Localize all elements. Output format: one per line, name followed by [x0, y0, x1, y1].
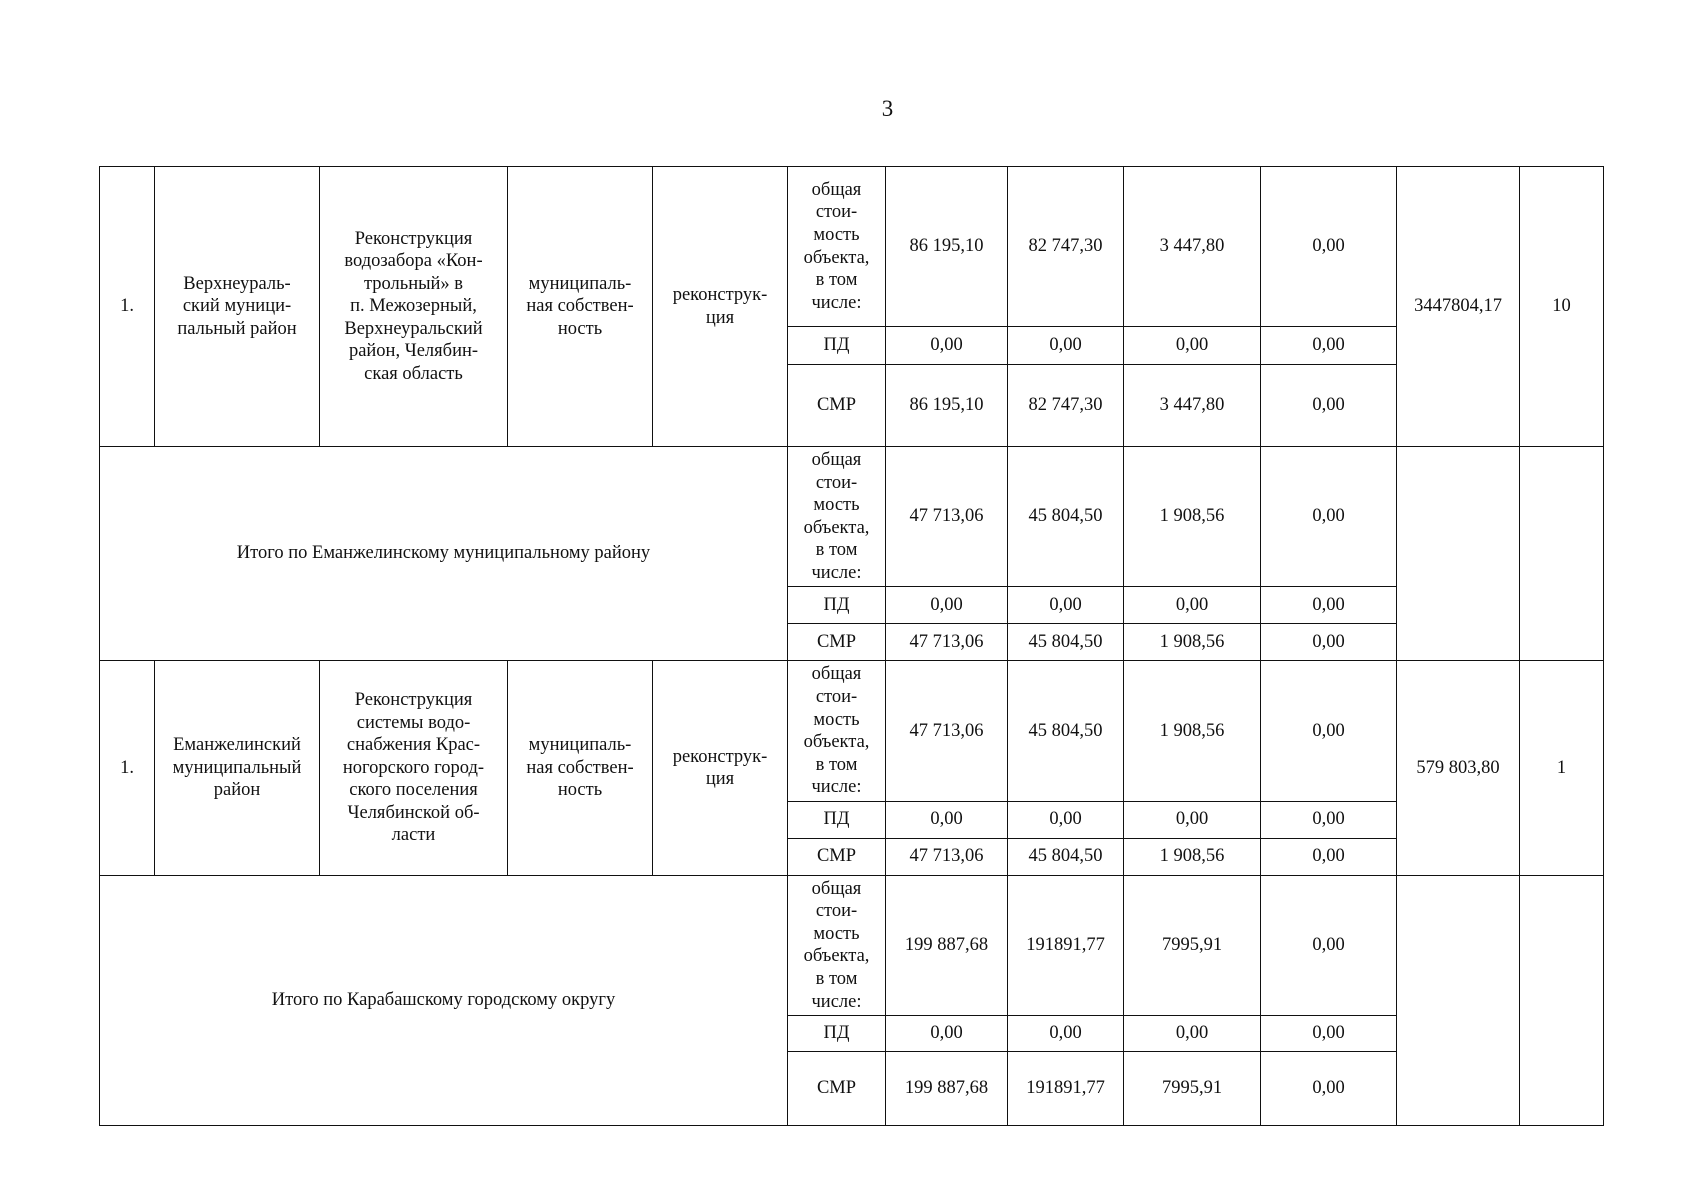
value-cell: 0,00 [1261, 1016, 1397, 1052]
value-cell: 0,00 [1008, 327, 1124, 365]
value-cell: 0,00 [1008, 587, 1124, 624]
work-type-cell: реконструк- ция [653, 167, 788, 447]
value-cell: 0,00 [1261, 447, 1397, 587]
value-cell: 0,00 [1261, 365, 1397, 447]
pd-label-cell: ПД [788, 587, 886, 624]
value-cell: 0,00 [1261, 327, 1397, 365]
ownership-cell: муниципаль- ная собствен- ность [508, 167, 653, 447]
value-cell: 82 747,30 [1008, 365, 1124, 447]
value-cell: 0,00 [1261, 167, 1397, 327]
value-cell: 7995,91 [1124, 875, 1261, 1015]
smr-label-cell: СМР [788, 1052, 886, 1126]
value-cell: 86 195,10 [886, 167, 1008, 327]
object-name-cell: Реконструкция системы водо- снабжения Крас- ногорского город- ского поселения Челябинской об- ласти [320, 661, 508, 875]
value-cell: 191891,77 [1008, 875, 1124, 1015]
value-cell: 47 713,06 [886, 661, 1008, 801]
value-cell: 0,00 [1008, 1016, 1124, 1052]
value-cell: 47 713,06 [886, 447, 1008, 587]
smr-label-cell: СМР [788, 365, 886, 447]
municipality-cell: Еманжелинский муниципальный район [155, 661, 320, 875]
value-cell: 1 908,56 [1124, 838, 1261, 875]
page-number: 3 [881, 96, 894, 121]
value-cell: 0,00 [1261, 838, 1397, 875]
value-cell: 0,00 [1124, 801, 1261, 838]
municipality-cell: Верхнеураль- ский муници- пальный район [155, 167, 320, 447]
value-cell: 47 713,06 [886, 838, 1008, 875]
pd-label-cell: ПД [788, 1016, 886, 1052]
extra-count-cell: 10 [1520, 167, 1604, 447]
cost-label-cell: общая стои- мость объекта, в том числе: [788, 167, 886, 327]
value-cell: 0,00 [1124, 327, 1261, 365]
value-cell: 0,00 [886, 587, 1008, 624]
ownership-cell: муниципаль- ная собствен- ность [508, 661, 653, 875]
value-cell: 45 804,50 [1008, 624, 1124, 661]
value-cell: 1 908,56 [1124, 624, 1261, 661]
extra-value-cell: 579 803,80 [1397, 661, 1520, 875]
smr-label-cell: СМР [788, 624, 886, 661]
empty-cell [1520, 447, 1604, 661]
empty-cell [1397, 875, 1520, 1125]
pd-label-cell: ПД [788, 327, 886, 365]
value-cell: 0,00 [1124, 587, 1261, 624]
empty-cell [1397, 447, 1520, 661]
object-name-cell: Реконструкция водозабора «Кон- трольный» в п. Межозерный, Верхнеуральский район, Челябин- ская область [320, 167, 508, 447]
value-cell: 82 747,30 [1008, 167, 1124, 327]
row-number: 1. [100, 167, 155, 447]
value-cell: 0,00 [1261, 801, 1397, 838]
value-cell: 0,00 [886, 1016, 1008, 1052]
value-cell: 199 887,68 [886, 875, 1008, 1015]
value-cell: 3 447,80 [1124, 365, 1261, 447]
value-cell: 191891,77 [1008, 1052, 1124, 1126]
value-cell: 0,00 [1008, 801, 1124, 838]
extra-count-cell: 1 [1520, 661, 1604, 875]
value-cell: 0,00 [1261, 661, 1397, 801]
financing-table [99, 166, 1604, 1126]
value-cell: 86 195,10 [886, 365, 1008, 447]
table-row [100, 447, 1604, 587]
value-cell: 0,00 [886, 801, 1008, 838]
cost-label-cell: общая стои- мость объекта, в том числе: [788, 447, 886, 587]
pd-label-cell: ПД [788, 801, 886, 838]
empty-cell [1520, 875, 1604, 1125]
value-cell: 0,00 [1261, 587, 1397, 624]
value-cell: 45 804,50 [1008, 447, 1124, 587]
table-row [100, 167, 1604, 327]
cost-label-cell: общая стои- мость объекта, в том числе: [788, 875, 886, 1015]
total-title-cell: Итого по Карабашскому городскому округу [100, 875, 788, 1125]
total-title-cell: Итого по Еманжелинскому муниципальному району [100, 447, 788, 661]
value-cell: 1 908,56 [1124, 661, 1261, 801]
row-number: 1. [100, 661, 155, 875]
value-cell: 0,00 [1124, 1016, 1261, 1052]
value-cell: 1 908,56 [1124, 447, 1261, 587]
value-cell: 3 447,80 [1124, 167, 1261, 327]
value-cell: 45 804,50 [1008, 838, 1124, 875]
value-cell: 47 713,06 [886, 624, 1008, 661]
extra-value-cell: 3447804,17 [1397, 167, 1520, 447]
value-cell: 0,00 [1261, 1052, 1397, 1126]
value-cell: 0,00 [1261, 875, 1397, 1015]
table-row [100, 875, 1604, 1015]
smr-label-cell: СМР [788, 838, 886, 875]
value-cell: 0,00 [1261, 624, 1397, 661]
cost-label-cell: общая стои- мость объекта, в том числе: [788, 661, 886, 801]
value-cell: 7995,91 [1124, 1052, 1261, 1126]
value-cell: 0,00 [886, 327, 1008, 365]
table-row [100, 661, 1604, 801]
value-cell: 199 887,68 [886, 1052, 1008, 1126]
work-type-cell: реконструк- ция [653, 661, 788, 875]
value-cell: 45 804,50 [1008, 661, 1124, 801]
